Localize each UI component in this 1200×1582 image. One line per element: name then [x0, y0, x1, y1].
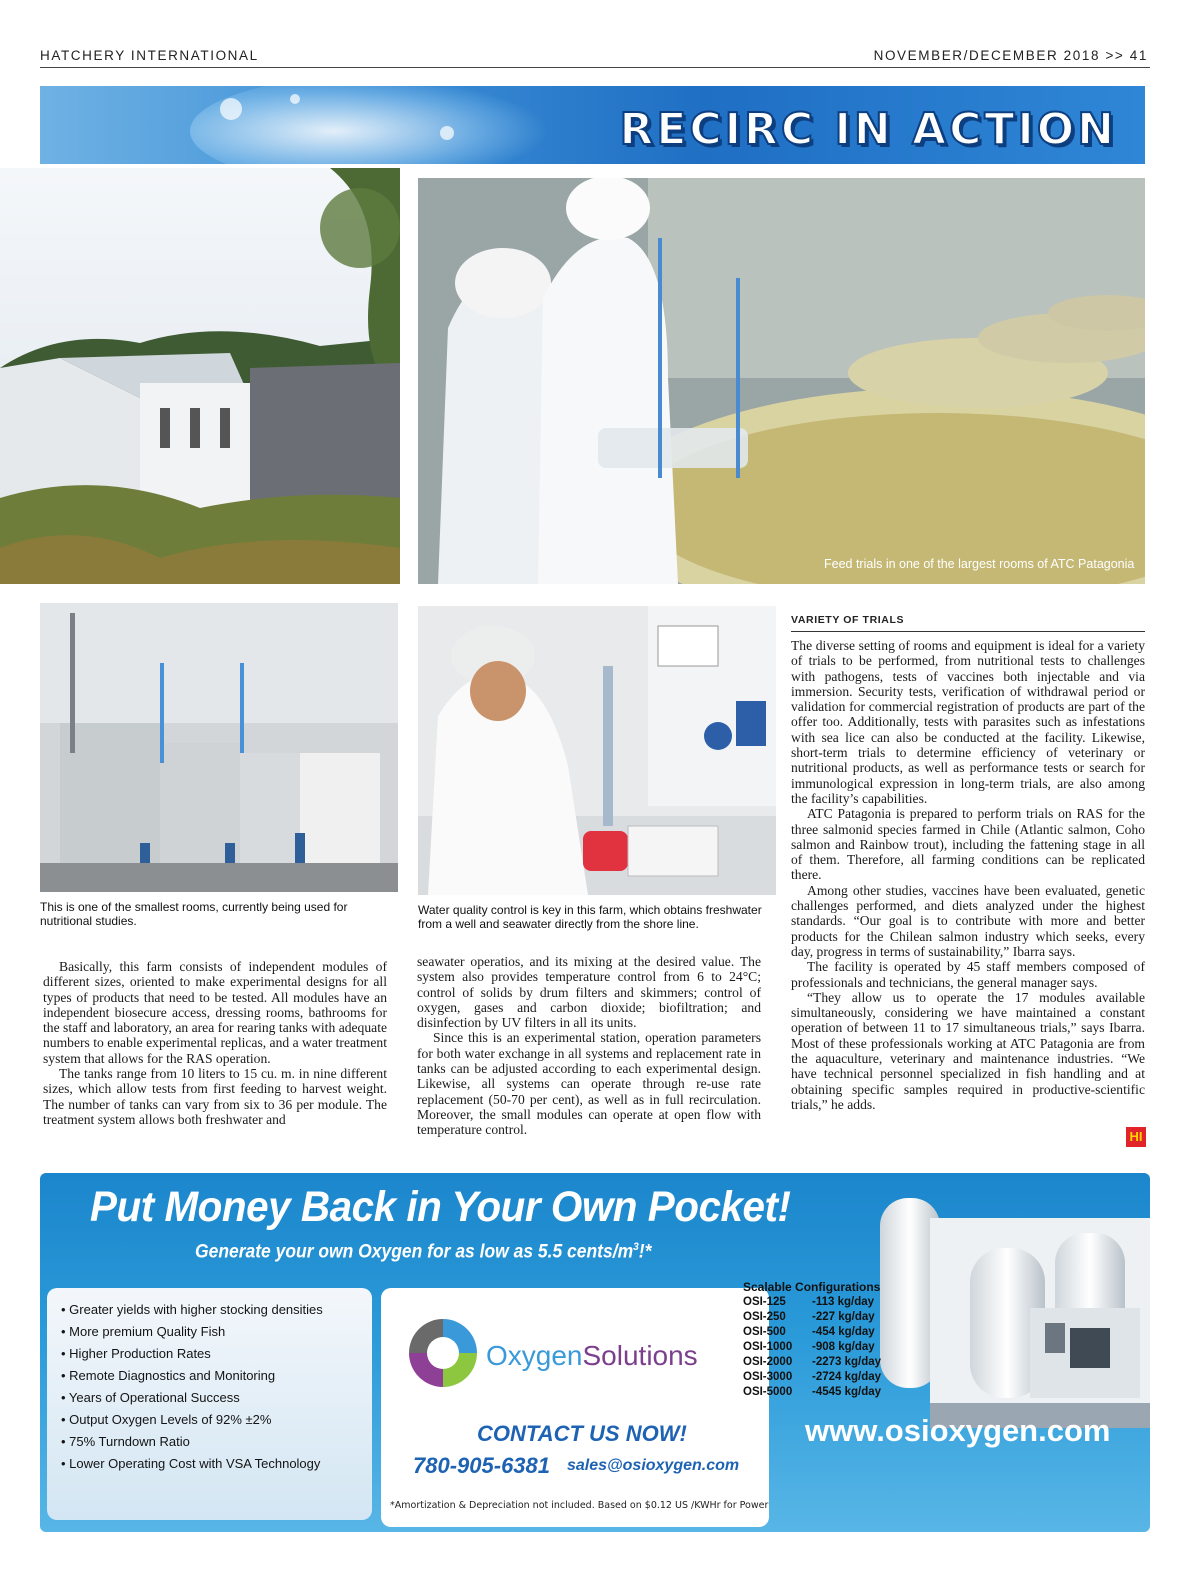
- contact-card: [381, 1288, 769, 1527]
- water-drop: [220, 98, 242, 120]
- article-paragraph: Among other studies, vaccines have been evaluated, genetic challenges performed, and diets analyzed under the highest standards. “Our goal is to contribute with more and better products for the Chilean salmon industry which seeks, every day, progress in terms of sustainability,” Ibarra says.: [791, 882, 1145, 959]
- benefit-item: • Greater yields with higher stocking densities: [61, 1302, 323, 1317]
- small-room-caption: This is one of the smallest rooms, currently being used for nutritional studies.: [40, 900, 348, 928]
- config-model: OSI-3000: [743, 1371, 793, 1383]
- ad-subheadline-suffix: !*: [638, 1241, 652, 1263]
- ad-subheadline-superscript: 3: [633, 1241, 639, 1253]
- feed-trials-photo: [418, 178, 1145, 584]
- water-drop: [290, 94, 300, 104]
- end-of-article-logo: HI: [1126, 1127, 1146, 1147]
- article-paragraph: The diverse setting of rooms and equipment is ideal for a variety of trials to be performed, from nutritional tests to challenges with pathogens, tests of vaccines both injectable and via immersion. Security tests, verification of withdrawal period or validation for commercial registration of products are part of the offer too. Additionally, tests with parasites such as infestations with sea lice can also be conducted at the facility. Likewise, short-term trials to determine efficiency of veterinary or nutritional products, as well as performance tests or search for immunological expression in long-term trials, are also among the facility’s capabilities.: [791, 638, 1145, 806]
- benefits-list: [47, 1288, 372, 1520]
- config-model: OSI-1000: [743, 1341, 793, 1353]
- ad-subheadline: [195, 1241, 651, 1263]
- config-rate: -908 kg/day: [812, 1341, 875, 1353]
- header-rule: [40, 67, 1150, 68]
- brand-word-oxygen: Oxygen: [486, 1340, 583, 1371]
- article-column-2: [417, 954, 761, 1138]
- config-rate: -454 kg/day: [812, 1326, 875, 1338]
- config-model: OSI-125: [743, 1296, 786, 1308]
- water-quality-caption: Water quality control is key in this farm, which obtains freshwater from a well and seawater directly from the shore line.: [418, 903, 762, 931]
- contact-callout: CONTACT US NOW!: [477, 1421, 687, 1446]
- benefit-item: • Higher Production Rates: [61, 1346, 211, 1361]
- article-paragraph: seawater operatios, and its mixing at the desired value. The system also provides temperature control from 6 to 24°C; control of solids by drum filters and skimmers; control of oxygen, gases and carbon dioxide; biofiltration; and disinfection by UV filters in all its units.: [417, 954, 761, 1031]
- config-model: OSI-250: [743, 1311, 786, 1323]
- benefit-item: • 75% Turndown Ratio: [61, 1434, 190, 1449]
- article-column-3: [791, 638, 1145, 1112]
- pricing-disclaimer: *Amortization & Depreciation not included. Based on $0.12 US /KWHr for Power: [390, 1500, 769, 1511]
- article-paragraph: “They allow us to operate the 17 modules available simultaneously, considering we have maintained a constant operation of between 11 to 17 simultaneous trials,” says Ibarra. Most of these professionals working at ATC Patagonia are from the aquaculture, veterinary and maintenance industries. “We have technical personnel specialized in fish handling and at obtaining specific samples required in productive-scientific trials,” he adds.: [791, 989, 1145, 1112]
- config-rate: -2273 kg/day: [812, 1356, 882, 1368]
- config-rate: -227 kg/day: [812, 1311, 875, 1323]
- config-model: OSI-2000: [743, 1356, 793, 1368]
- section-title: RECIRC IN ACTION: [619, 104, 1117, 155]
- water-splash-graphic: [190, 86, 550, 164]
- water-quality-lab-photo: [418, 606, 776, 895]
- article-paragraph: ATC Patagonia is prepared to perform trials on RAS for the three salmonid species farmed in Chile (Atlantic salmon, Coho salmon and Rainbow trout), including the fattening stage in all of them. Therefore, all farming conditions can be replicated there.: [791, 806, 1145, 883]
- article-paragraph: Basically, this farm consists of independent modules of different sizes, oriented to make experimental designs for all types of products that need to be tested. All modules have an independent biosecure access, dressing rooms, bathrooms for the staff and laboratory, an area for rearing tanks with adequate numbers to enable experimental replicas, and a water treatment system that allows for the RAS operation.: [43, 959, 387, 1066]
- phone-number[interactable]: 780-905-6381: [413, 1453, 551, 1478]
- article-paragraph: The tanks range from 10 liters to 15 cu. m. in nine different sizes, which allow tests from first feeding to harvest weight. The number of tanks can vary from six to 36 per module. The treatment system allows both freshwater and: [43, 1066, 387, 1127]
- benefit-item: • Remote Diagnostics and Monitoring: [61, 1368, 276, 1383]
- oxygen-generator-image: [870, 1178, 1150, 1438]
- issue-page-number: NOVEMBER/DECEMBER 2018 >> 41: [873, 48, 1148, 63]
- subhead-rule: [791, 631, 1145, 632]
- config-model: OSI-5000: [743, 1386, 793, 1398]
- email-link[interactable]: sales@osioxygen.com: [567, 1457, 740, 1474]
- article-paragraph: Since this is an experimental station, operation parameters for both water exchange in all systems and replacement rate in tanks can be adjusted according to each experimental design. Likewise, all systems can operate through re-use rate replacement (50-70 per cent), as well as in full recirculation. Moreover, the small modules can operate at open flow with temperature control.: [417, 1030, 761, 1138]
- config-rate: -113 kg/day: [812, 1296, 875, 1308]
- oxygen-solutions-logo-icon: [403, 1313, 483, 1393]
- small-room-photo: [40, 603, 398, 892]
- publication-name: HATCHERY INTERNATIONAL: [40, 48, 259, 63]
- article-column-1: [43, 959, 387, 1127]
- config-model: OSI-500: [743, 1326, 786, 1338]
- benefit-item: • Years of Operational Success: [61, 1390, 240, 1405]
- benefit-item: • Lower Operating Cost with VSA Technology: [61, 1456, 321, 1471]
- benefit-item: • More premium Quality Fish: [61, 1324, 226, 1339]
- section-subhead: VARIETY OF TRIALS: [791, 614, 905, 626]
- ad-subheadline-text: Generate your own Oxygen for as low as 5.5 cents/m: [195, 1241, 634, 1263]
- ad-headline: Put Money Back in Your Own Pocket!: [90, 1183, 791, 1231]
- config-rate: -4545 kg/day: [812, 1386, 882, 1398]
- config-rate: -2724 kg/day: [812, 1371, 882, 1383]
- benefit-item: • Output Oxygen Levels of 92% ±2%: [61, 1412, 272, 1427]
- facility-building-photo: [0, 168, 400, 584]
- configurations-title: Scalable Configurations: [743, 1280, 881, 1294]
- section-banner: [40, 86, 1145, 164]
- brand-word-solutions: Solutions: [582, 1340, 698, 1371]
- article-paragraph: The facility is operated by 45 staff members composed of professionals and technicians, the general manager says.: [791, 959, 1145, 990]
- website-link[interactable]: www.osioxygen.com: [805, 1413, 1111, 1448]
- oxygen-solutions-ad: [40, 1173, 1150, 1532]
- water-drop: [440, 126, 454, 140]
- feed-trials-caption: Feed trials in one of the largest rooms of ATC Patagonia: [824, 557, 1135, 571]
- brand-wordmark: [486, 1340, 698, 1372]
